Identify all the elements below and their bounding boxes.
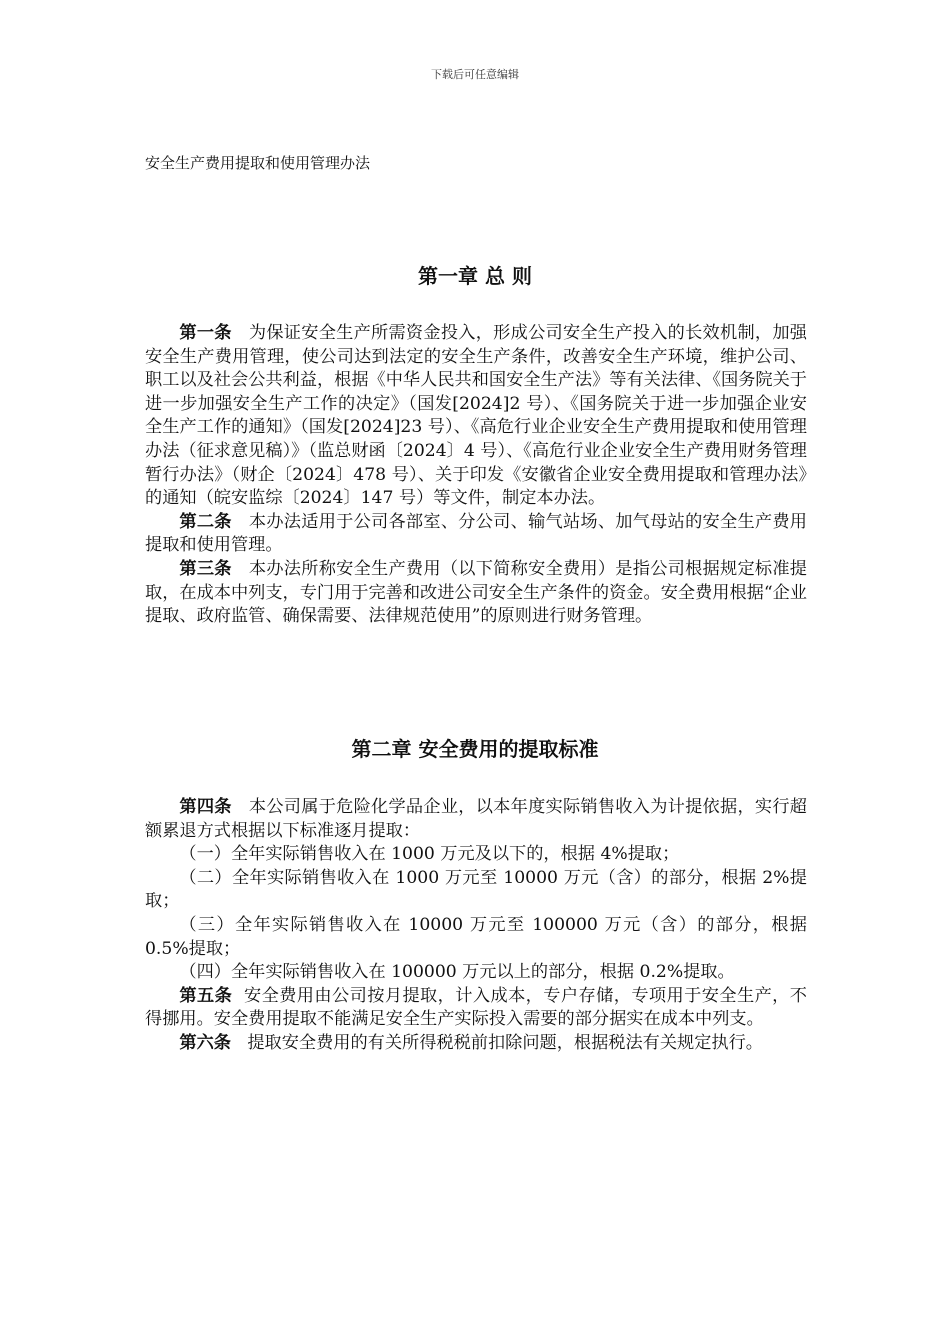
chapter-2-body <box>145 796 807 1056</box>
article-4 <box>145 796 807 843</box>
document-title: 安全生产费用提取和使用管理办法 <box>145 154 371 172</box>
article-text: 本办法所称安全生产费用（以下简称安全费用）是指公司根据规定标准提取，在成本中列支，专门用于完善和改进公司安全生产条件的资金。安全费用根据“企业提取、政府监管、确保需要、法律规范使用”的原则进行财务管理。 <box>145 558 807 627</box>
chapter-1-heading: 第一章 总 则 <box>418 264 532 288</box>
article-label: 第一条 <box>179 323 232 343</box>
list-item: （一）全年实际销售收入在 1000 万元及以下的，根据 4%提取； <box>179 844 680 865</box>
article-label: 第四条 <box>179 797 232 817</box>
chapter-2-heading: 第二章 安全费用的提取标准 <box>351 737 599 761</box>
article-label: 第六条 <box>179 1032 231 1053</box>
header-note: 下载后可任意编辑 <box>431 68 519 81</box>
chapter-1-body <box>145 322 807 629</box>
article-3 <box>145 558 807 629</box>
article-text: 本公司属于危险化学品企业，以本年度实际销售收入为计提依据，实行超额累退方式根据以下标准逐月提取： <box>145 797 807 841</box>
article-text: 提取安全费用的有关所得税税前扣除问题，根据税法有关规定执行。 <box>247 1032 763 1053</box>
article-label: 第五条 <box>179 985 233 1006</box>
article-1 <box>145 322 807 511</box>
article-label: 第三条 <box>179 558 232 579</box>
article-2 <box>145 511 807 558</box>
article-text: 安全费用由公司按月提取，计入成本，专户存储，专项用于安全生产，不得挪用。安全费用提取不能满足安全生产实际投入需要的部分据实在成本中列支。 <box>145 985 807 1030</box>
list-item: （三）全年实际销售收入在 10000 万元至 100000 万元（含）的部分，根据 0.5%提取； <box>145 914 807 959</box>
article-6 <box>145 1032 807 1056</box>
list-item: （四）全年实际销售收入在 100000 万元以上的部分，根据 0.2%提取。 <box>179 962 735 983</box>
list-item: （二）全年实际销售收入在 1000 万元至 10000 万元（含）的部分，根据 2%提取； <box>145 867 807 912</box>
article-5 <box>145 985 807 1032</box>
article-text: 为保证安全生产所需资金投入，形成公司安全生产投入的长效机制，加强安全生产费用管理，使公司达到法定的安全生产条件，改善安全生产环境，维护公司、职工以及社会公共利益，根据《中华人民共和国安全生产法》等有关法律、《国务院关于进一步加强安全生产工作的决定》（国发[2024]2 号）、《国务院关于进一步加强企业安全生产工作的通知》（国发[2024]23 号）、《高危行业企业安全生产费用提取和使用管理办法（征求意见稿）》（监总财函〔2024〕4 号）、《高危行业企业安全生产费用财务管理暂行办法》（财企〔2024〕478 号）、关于印发《安徽省企业安全费用提取和管理办法》的通知（皖安监综〔2024〕147 号）等文件，制定本办法。 <box>145 323 807 509</box>
article-label: 第二条 <box>179 511 232 532</box>
article-text: 本办法适用于公司各部室、分公司、输气站场、加气母站的安全生产费用提取和使用管理。 <box>145 511 807 556</box>
